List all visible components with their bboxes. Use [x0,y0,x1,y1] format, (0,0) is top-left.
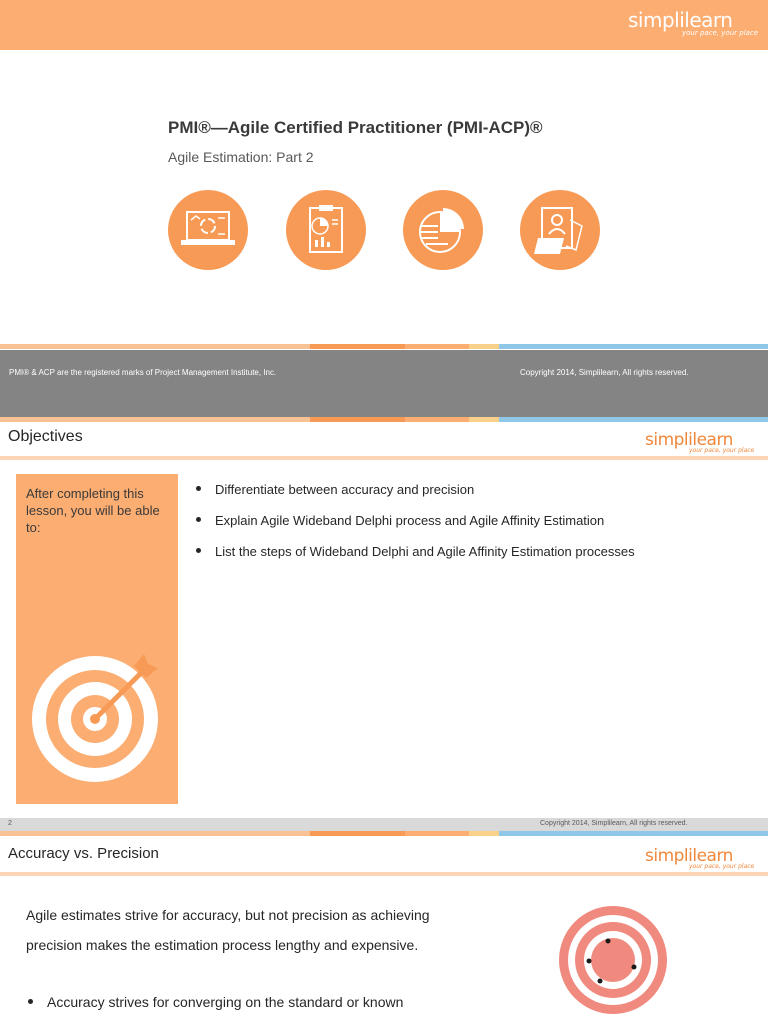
logo-wordmark: simplilearn [645,846,733,866]
slide2-bottom-stripe [0,831,768,836]
objectives-title: Objectives [8,428,83,445]
copyright-notice: Copyright 2014, Simplilearn, All rights reserved. [520,368,689,377]
objective-text: Differentiate between accuracy and precision [215,482,475,497]
lesson-subtitle: Agile Estimation: Part 2 [168,149,314,165]
trademark-notice: PMI® & ACP are the registered marks of Project Management Institute, Inc. [9,368,277,377]
bullet-dot [28,999,33,1004]
laptop-chart-icon [168,190,248,270]
profile-document-icon [520,190,600,270]
page-number: 2 [8,820,12,827]
simplilearn-logo [645,846,754,870]
slide1-footer-band [0,350,768,417]
course-title: PMI®—Agile Certified Practitioner (PMI-ACP)® [168,118,543,137]
accuracy-bullet-text: Accuracy strives for converging on the standard or known [47,994,404,1010]
bullet-dot [196,517,201,522]
logo-wordmark: simplilearn [628,8,733,32]
objective-text: Explain Agile Wideband Delphi process and Agile Affinity Estimation [215,513,605,528]
title-underline-bar [0,456,768,460]
logo-wordmark: simplilearn [645,430,733,450]
objective-item [196,513,604,528]
accuracy-paragraph: Agile estimates strive for accuracy, but not precision as achieving precision makes the estimation process lengthy and expensive. [26,907,430,953]
objective-item [196,544,635,559]
logo-tagline: your pace, your place [682,29,759,37]
target-dart-icon [30,652,160,782]
slide1-bottom-stripe [0,417,768,422]
simplilearn-logo [628,8,758,37]
clipboard-report-icon [286,190,366,270]
pie-chart-icon [403,190,483,270]
slide1-color-stripe [0,344,768,349]
copyright-notice: Copyright 2014, Simplilearn, All rights reserved. [540,820,688,827]
objective-text: List the steps of Wideband Delphi and Agile Affinity Estimation processes [215,544,635,559]
objectives-intro: After completing this lesson, you will be able to: [26,486,160,535]
accuracy-target-icon [558,905,668,1015]
logo-tagline: your pace, your place [689,863,755,870]
logo-tagline: your pace, your place [689,447,755,454]
accuracy-precision-title: Accuracy vs. Precision [8,845,159,862]
objective-item [196,482,474,497]
title-underline-bar [0,872,768,876]
accuracy-bullet [28,994,403,1010]
simplilearn-logo [645,430,754,454]
bullet-dot [196,486,201,491]
bullet-dot [196,548,201,553]
